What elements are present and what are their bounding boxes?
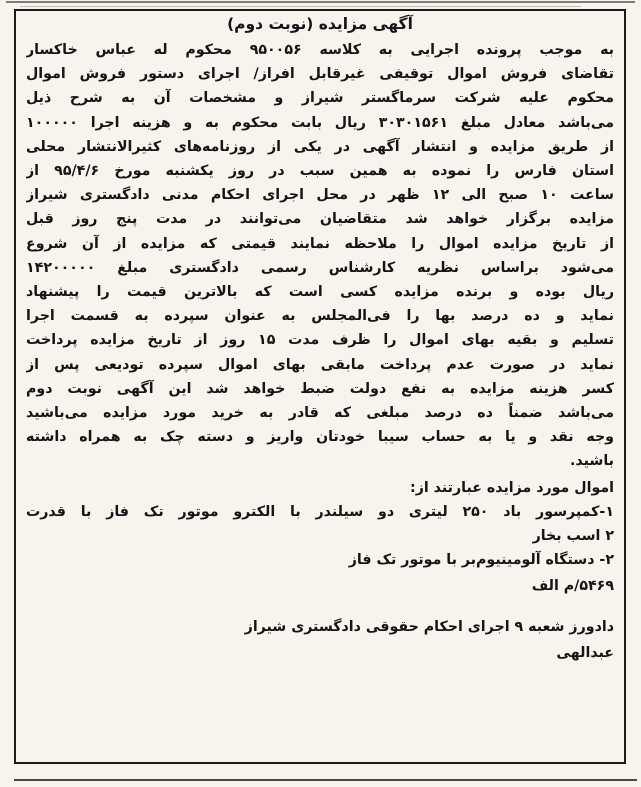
notice-title: آگهی مزایده (نوبت دوم) bbox=[227, 15, 413, 33]
body-line: باشید. bbox=[570, 453, 614, 470]
body-line: ساعت ۱۰ صبح الی ۱۲ ظهر در محل اجرای احکام مدنی دادگستری شیراز bbox=[26, 187, 614, 204]
body-line: کسر هزینه مزایده به نفع دولت ضبط خواهد شد این آگهی نوبت دوم bbox=[26, 380, 614, 397]
reference-number: ۵۴۶۹/م الف bbox=[531, 577, 614, 594]
body-line: ریال بوده و برنده مزایده کسی است که بالاترین قیمت را پیشنهاد bbox=[26, 284, 614, 301]
body-line: می‌باشد ضمناً ده درصد مبلغی که قادر به خرید مورد مزایده می‌باشید bbox=[26, 405, 614, 422]
bottom-divider bbox=[14, 779, 637, 781]
body-line: می‌شود براساس نظریه کارشناس رسمی دادگستری مبلغ ۱۴۲۰۰۰۰۰ bbox=[26, 259, 614, 276]
item-line: ۱-کمپرسور باد ۲۵۰ لیتری دو سیلندر با الکترو موتور تک فاز با قدرت bbox=[26, 503, 614, 520]
item-line: ۲ اسب بخار bbox=[532, 527, 614, 544]
body-line: نماید در صورت عدم پرداخت مابقی بهای اموال سپرده تودیعی پس از bbox=[26, 356, 614, 373]
body-line: وجه نقد و یا به حساب سیبا خودتان واریز و دسته چک به همراه داشته bbox=[26, 429, 614, 446]
body-line: به موجب پرونده اجرایی به کلاسه ۹۵۰۰۵۶ محکوم له عباس خاکسار bbox=[26, 42, 614, 58]
item-line: ۲- دستگاه آلومینیوم‌بر با موتور تک فاز bbox=[348, 551, 614, 568]
top-divider bbox=[6, 1, 635, 3]
body-line: تقاضای فروش اموال توقیفی غیرقابل افراز/ اجرای دستور فروش اموال bbox=[26, 66, 614, 83]
body-line: نماید و ده درصد بها را فی‌المجلس به عنوان سپرده به قسمت اجرا bbox=[26, 308, 614, 325]
body-line: از طریق مزایده و انتشار آگهی در یکی از روزنامه‌های کثیرالانتشار محلی bbox=[26, 138, 614, 155]
notice-body bbox=[26, 38, 614, 474]
signature-name: عبدالهی bbox=[556, 644, 614, 661]
top-divider-faint bbox=[20, 6, 581, 7]
body-line: می‌باشد معادل مبلغ ۳۰۳۰۱۵۶۱ ریال بابت محکوم به و هزینه اجرا ۱۰۰۰۰۰ bbox=[26, 114, 614, 131]
body-line: محکوم علیه شرکت سرماگستر شیراز و مشخصات آن به شرح ذیل bbox=[26, 90, 614, 107]
body-line: مزایده برگزار خواهد شد متقاضیان می‌توانند در مدت پنج روز قبل bbox=[26, 211, 614, 228]
body-line: از تاریخ مزایده اموال را ملاحظه نمایند قیمتی که مزایده از آن شروع bbox=[26, 235, 614, 252]
body-line: استان فارس را نموده به همین سبب در روز یکشنبه مورخ ۹۵/۴/۶ از bbox=[26, 163, 614, 180]
auction-notice bbox=[14, 9, 626, 764]
signature-title: دادورز شعبه ۹ اجرای احکام حقوقی دادگستری شیراز bbox=[244, 618, 614, 635]
body-line: تسلیم و بقیه بهای اموال را ظرف مدت ۱۵ روز از تاریخ مزایده پرداخت bbox=[26, 332, 614, 349]
items-heading: اموال مورد مزایده عبارتند از: bbox=[410, 479, 614, 496]
signature-block bbox=[26, 614, 614, 666]
